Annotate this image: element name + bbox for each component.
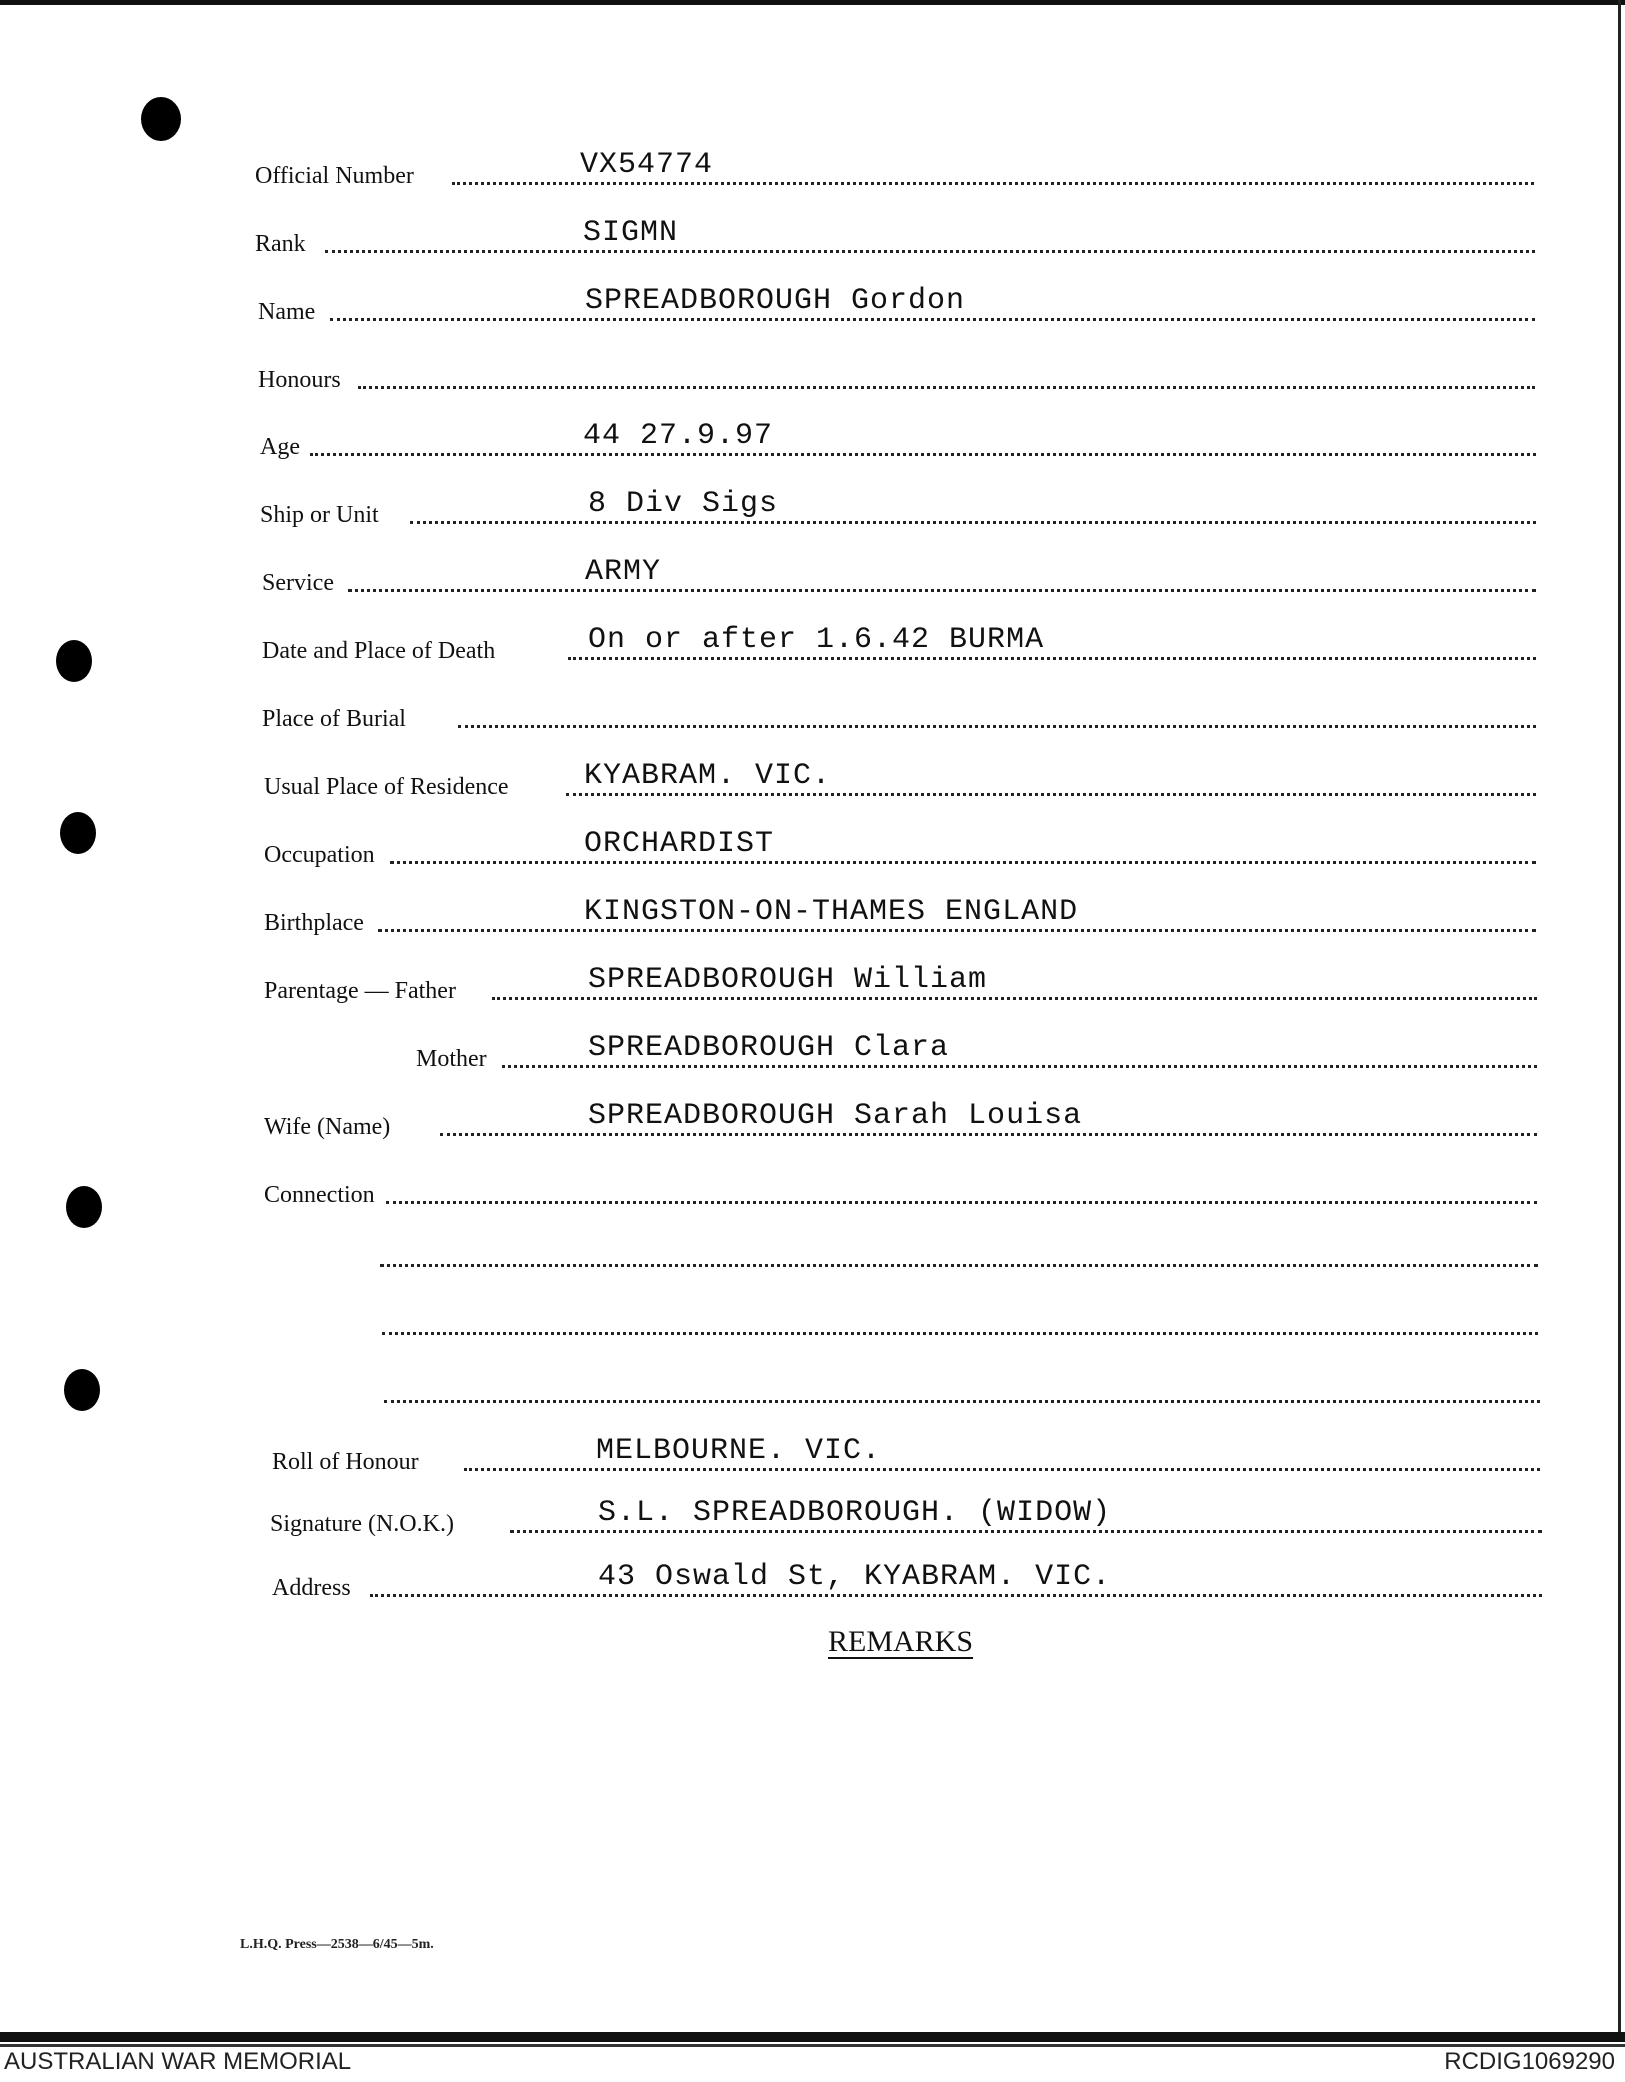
field-label: Usual Place of Residence — [264, 774, 509, 800]
field-dotted-line — [440, 1133, 1537, 1136]
field-label: Official Number — [255, 163, 414, 189]
field-value: SPREADBOROUGH William — [588, 963, 988, 997]
archive-reference: RCDIG1069290 — [1444, 2048, 1615, 2075]
field-value: 44 27.9.97 — [583, 419, 774, 453]
field-birthplace — [0, 875, 1625, 935]
field-label: Place of Burial — [262, 706, 406, 732]
field-dotted-line — [464, 1468, 1540, 1471]
field-value: SPREADBOROUGH Clara — [588, 1031, 950, 1065]
field-roll-of-honour — [0, 1414, 1625, 1474]
field-label: Honours — [258, 367, 341, 393]
field-label: Ship or Unit — [260, 502, 379, 528]
field-value: MELBOURNE. VIC. — [596, 1434, 882, 1468]
field-value: KYABRAM. VIC. — [584, 759, 832, 793]
field-rank — [0, 196, 1625, 256]
field-official-number — [0, 128, 1625, 188]
field-value: 8 Div Sigs — [588, 487, 779, 521]
field-label: Rank — [255, 231, 306, 257]
field-dotted-line — [378, 929, 1536, 932]
field-honours — [0, 332, 1625, 392]
field-dotted-line — [390, 861, 1536, 864]
field-dotted-line — [310, 453, 1536, 456]
field-value: ORCHARDIST — [584, 827, 775, 861]
field-service — [0, 535, 1625, 595]
field-ship-or-unit — [0, 467, 1625, 527]
field-signature — [0, 1476, 1625, 1536]
field-dotted-line — [358, 386, 1535, 389]
remarks-heading: REMARKS — [828, 1625, 974, 1658]
field-occupation — [0, 807, 1625, 867]
field-label: Roll of Honour — [272, 1449, 419, 1475]
blank-dotted-line — [384, 1400, 1540, 1403]
blank-dotted-line — [382, 1332, 1538, 1335]
punch-hole-icon — [64, 1369, 100, 1411]
field-mother — [0, 1011, 1625, 1071]
field-address — [0, 1540, 1625, 1600]
field-label: Parentage — Father — [264, 978, 456, 1004]
field-dotted-line — [566, 793, 1536, 796]
field-value: VX54774 — [580, 148, 714, 182]
field-value: ARMY — [585, 555, 662, 589]
field-label: Service — [262, 570, 334, 596]
field-label: Address — [272, 1575, 351, 1601]
field-label: Wife (Name) — [264, 1114, 391, 1140]
field-value: SPREADBOROUGH Gordon — [585, 284, 966, 318]
field-value: On or after 1.6.42 BURMA — [588, 623, 1045, 657]
field-age — [0, 399, 1625, 459]
field-value: SPREADBOROUGH Sarah Louisa — [588, 1099, 1083, 1133]
field-dotted-line — [452, 182, 1534, 185]
field-dotted-line — [458, 725, 1536, 728]
field-usual-residence — [0, 739, 1625, 799]
archive-credit: AUSTRALIAN WAR MEMORIAL — [4, 2048, 352, 2075]
field-label: Birthplace — [264, 910, 364, 936]
field-wife — [0, 1079, 1625, 1139]
field-label: Connection — [264, 1182, 375, 1208]
scan-top-edge — [0, 0, 1625, 5]
field-label: Occupation — [264, 842, 375, 868]
field-label: Date and Place of Death — [262, 638, 496, 664]
field-name — [0, 264, 1625, 324]
field-label: Mother — [416, 1046, 487, 1072]
field-dotted-line — [410, 521, 1536, 524]
field-dotted-line — [386, 1201, 1537, 1204]
scan-bottom-edge — [0, 2032, 1625, 2042]
field-dotted-line — [325, 250, 1535, 253]
field-label: Age — [260, 434, 300, 460]
field-connection — [0, 1147, 1625, 1207]
field-label: Name — [258, 299, 316, 325]
field-label: Signature (N.O.K.) — [270, 1511, 454, 1537]
field-dotted-line — [370, 1594, 1542, 1597]
field-dotted-line — [348, 589, 1536, 592]
field-date-place-death — [0, 603, 1625, 663]
field-dotted-line — [510, 1530, 1542, 1533]
field-value: SIGMN — [583, 216, 679, 250]
field-dotted-line — [492, 997, 1537, 1000]
field-father — [0, 943, 1625, 1003]
field-value: KINGSTON-ON-THAMES ENGLAND — [584, 895, 1079, 929]
blank-dotted-line — [380, 1264, 1538, 1267]
scan-bottom-rule — [0, 2044, 1625, 2047]
printer-imprint: L.H.Q. Press—2538—6/45—5m. — [240, 1937, 434, 1952]
field-dotted-line — [568, 657, 1536, 660]
field-dotted-line — [502, 1065, 1537, 1068]
field-place-of-burial — [0, 671, 1625, 731]
field-dotted-line — [330, 318, 1535, 321]
field-value: 43 Oswald St, KYABRAM. VIC. — [598, 1560, 1112, 1594]
field-value: S.L. SPREADBOROUGH. (WIDOW) — [598, 1496, 1112, 1530]
